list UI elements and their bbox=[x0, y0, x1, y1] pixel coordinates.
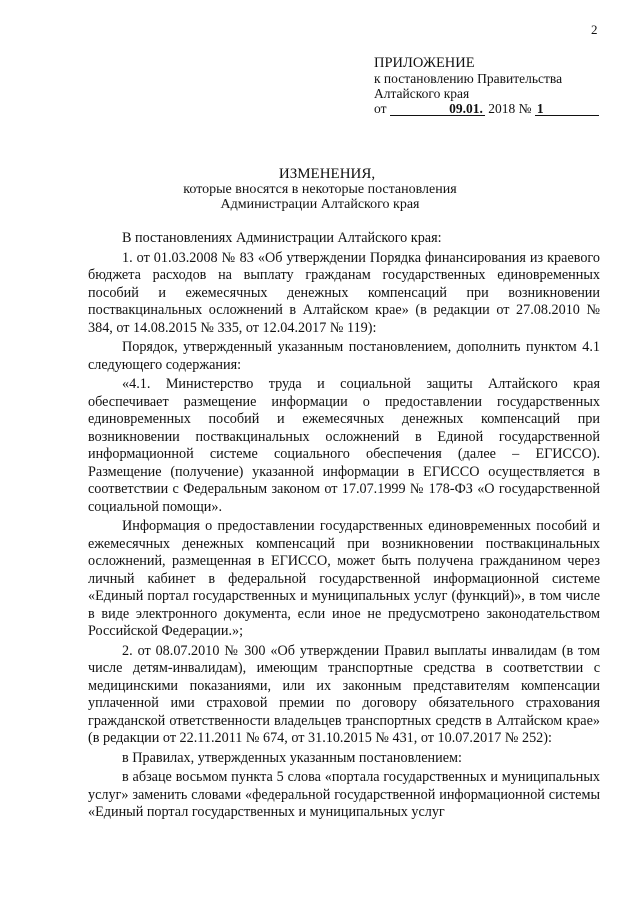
paragraph: «4.1. Министерство труда и социальной защиты Алтайского края обеспечивает размещение информации о предоставлении государственных единовременных пособий и ежемесячных денежных компенсаций при возникновении поствакцинальных осложнений в Единой государственной информационной системе социального обеспечения (далее – ЕГИССО). Размещение (получение) указанной информации в ЕГИССО осуществляется в соответствии с Федеральным законом от 17.07.1999 № 178-ФЗ «О государственной социальной помощи». bbox=[88, 376, 600, 515]
paragraph: 1. от 01.03.2008 № 83 «Об утверждении Порядка финансирования из краевого бюджета расходов на выплату гражданам государственных единовременных пособий и ежемесячных денежных компенсаций при возникновении поствакцинальных осложнений в Алтайском крае» (в редакции от 27.08.2010 № 384, от 14.08.2015 № 335, от 12.04.2017 № 119): bbox=[88, 249, 600, 336]
number-field: 1 bbox=[535, 102, 599, 116]
appendix-block bbox=[374, 56, 614, 116]
year-label: 2018 № bbox=[488, 101, 532, 116]
paragraph: в Правилах, утвержденных указанным постановлением: bbox=[122, 749, 462, 766]
heading-line-1: которые вносятся в некоторые постановления bbox=[183, 182, 457, 197]
paragraph: 2. от 08.07.2010 № 300 «Об утверждении Правил выплаты инвалидам (в том числе детям-инвалидам), имеющим транспортные средства в соответствии с медицинскими показаниями, или их законным представителям компенсации уплаченной ими страховой премии по договору обязательного страхования гражданской ответственности владельцев транспортных средств в Алтайском крае» (в редакции от 22.11.2011 № 674, от 31.10.2015 № 431, от 10.07.2017 № 252): bbox=[88, 642, 600, 746]
document-body bbox=[88, 230, 600, 824]
appendix-title: ПРИЛОЖЕНИЕ bbox=[374, 55, 475, 71]
page-number: 2 bbox=[591, 22, 598, 37]
date-field: 09.01. bbox=[390, 102, 485, 116]
from-label: от bbox=[374, 101, 387, 116]
paragraph: Порядок, утвержденный указанным постановлением, дополнить пунктом 4.1 следующего содержания: bbox=[88, 339, 600, 373]
heading-line-2: Администрации Алтайского края bbox=[220, 197, 420, 212]
paragraph: В постановлениях Администрации Алтайского края: bbox=[122, 230, 442, 246]
appendix-line-2: Алтайского края bbox=[374, 86, 470, 101]
appendix-date-line bbox=[374, 101, 614, 116]
document-heading bbox=[0, 167, 640, 212]
paragraph: в абзаце восьмом пункта 5 слова «портала государственных и муниципальных услуг» заменить словами «федеральной государственной информационной системы «Единый портал государственных и муниципальных услуг bbox=[88, 769, 600, 820]
heading-title: ИЗМЕНЕНИЯ, bbox=[278, 166, 376, 182]
paragraph: Информация о предоставлении государственных единовременных пособий и ежемесячных денежных компенсаций при возникновении поствакцинальных осложнений, размещенная в ЕГИССО, может быть получена гражданином через личный кабинет в федеральной государственной информационной системе «Единый портал государственных и муниципальных услуг (функций)», в том числе в виде электронного документа, если иное не предусмотрено законодательством Российской Федерации.»; bbox=[88, 518, 600, 639]
appendix-line-1: к постановлению Правительства bbox=[374, 71, 563, 86]
